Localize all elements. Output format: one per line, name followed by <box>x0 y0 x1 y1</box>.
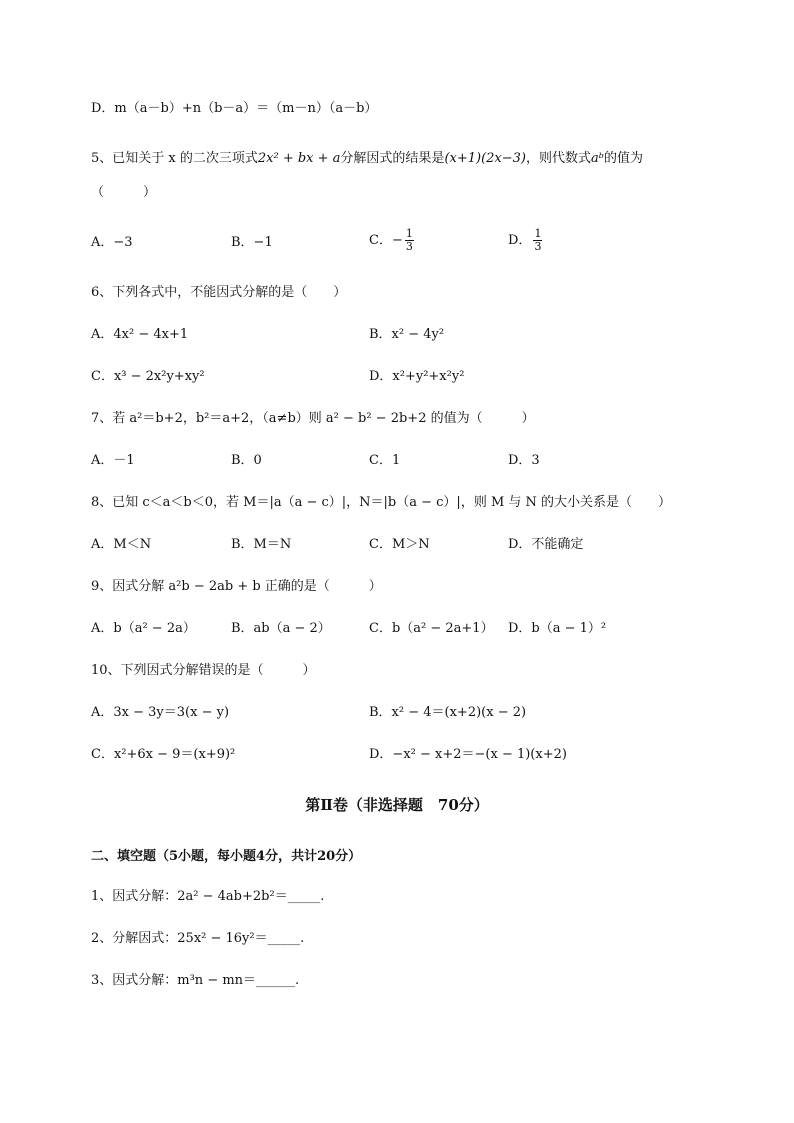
q5-d-denominator: 3 <box>534 240 542 253</box>
q8-option-b: B．M＝N <box>231 537 292 552</box>
q10-option-c: C．x²+6x − 9＝(x+9)² <box>91 747 236 762</box>
q4-option-d: D．m（a－b）+n（b－a）＝（m－n）（a－b） <box>91 101 378 116</box>
q7-option-b: B．0 <box>231 453 262 468</box>
q5-c-denominator: 3 <box>405 240 413 253</box>
section-2-title: 第Ⅱ卷（非选择题 70分） <box>305 796 489 814</box>
question-6: 6、下列各式中，不能因式分解的是（ ） <box>91 285 347 300</box>
q5-factored: (x+1)(2x−3) <box>444 151 526 166</box>
q6-option-a: A．4x² − 4x+1 <box>91 327 189 342</box>
q5-c-numerator: 1 <box>405 227 413 240</box>
q5-stem-mid: 分解因式的结果是 <box>340 151 445 166</box>
q10-option-b: B．x² − 4＝(x+2)(x − 2) <box>369 705 527 720</box>
q5-option-c-fraction <box>405 228 414 253</box>
question-8: 8、已知 c＜a＜b＜0，若 M＝|a（a − c）|，N＝|b（a − c）|，则 M 与 N 的大小关系是（ ） <box>91 495 672 510</box>
q5-paren: （ ） <box>91 185 157 200</box>
q7-option-c: C．1 <box>369 453 401 468</box>
q9-option-b: B．ab（a − 2） <box>231 621 331 636</box>
question-5 <box>91 150 643 168</box>
q5-stem-post: ，则代数式 <box>526 151 592 166</box>
q9-option-a: A．b（a² − 2a） <box>91 621 196 636</box>
fill-question-1: 1、因式分解：2a² − 4ab+2b²＝_____. <box>91 889 325 904</box>
question-7: 7、若 a²＝b+2，b²＝a+2，（a≠b）则 a² − b² − 2b+2 的值为（ ） <box>91 411 535 426</box>
q5-stem-end: 的值为 <box>603 151 643 166</box>
q5-stem-pre: 5、已知关于 x 的二次三项式 <box>91 151 258 166</box>
q6-option-b: B．x² − 4y² <box>369 327 445 342</box>
q6-option-d: D．x²+y²+x²y² <box>369 369 465 384</box>
q6-option-c: C．x³ − 2x²y+xy² <box>91 369 205 384</box>
fill-question-2: 2、分解因式：25x² − 16y²＝_____. <box>91 931 305 946</box>
q5-option-d <box>508 228 544 253</box>
q5-option-d-prefix: D． <box>508 233 532 248</box>
q5-option-a: A．−3 <box>91 235 133 250</box>
q10-option-d: D．−x² − x+2＝−(x − 1)(x+2) <box>369 747 567 762</box>
q10-option-a: A．3x − 3y＝3(x − y) <box>91 705 230 720</box>
q8-option-a: A．M＜N <box>91 537 152 552</box>
q5-d-numerator: 1 <box>534 227 542 240</box>
question-10: 10、下列因式分解错误的是（ ） <box>91 663 316 678</box>
q5-power: aᵇ <box>591 151 604 166</box>
q9-option-d: D．b（a − 1）² <box>508 621 607 636</box>
q5-expression: 2x² + bx + a <box>257 151 341 166</box>
q7-option-d: D．3 <box>508 453 540 468</box>
part-2-heading: 二、填空题（5小题，每小题4分，共计20分） <box>91 849 362 864</box>
fill-question-3: 3、因式分解：m³n − mn＝______. <box>91 973 300 988</box>
q8-option-c: C．M＞N <box>369 537 430 552</box>
q7-option-a: A．－1 <box>91 453 135 468</box>
q5-option-c-prefix: C．− <box>369 233 403 248</box>
q5-option-d-fraction <box>533 228 542 253</box>
q9-option-c: C．b（a² − 2a+1） <box>369 621 494 636</box>
q5-option-b: B．−1 <box>231 235 273 250</box>
q5-option-c <box>369 228 416 253</box>
question-9: 9、因式分解 a²b − 2ab + b 正确的是（ ） <box>91 579 382 594</box>
q8-option-d: D．不能确定 <box>508 537 584 552</box>
